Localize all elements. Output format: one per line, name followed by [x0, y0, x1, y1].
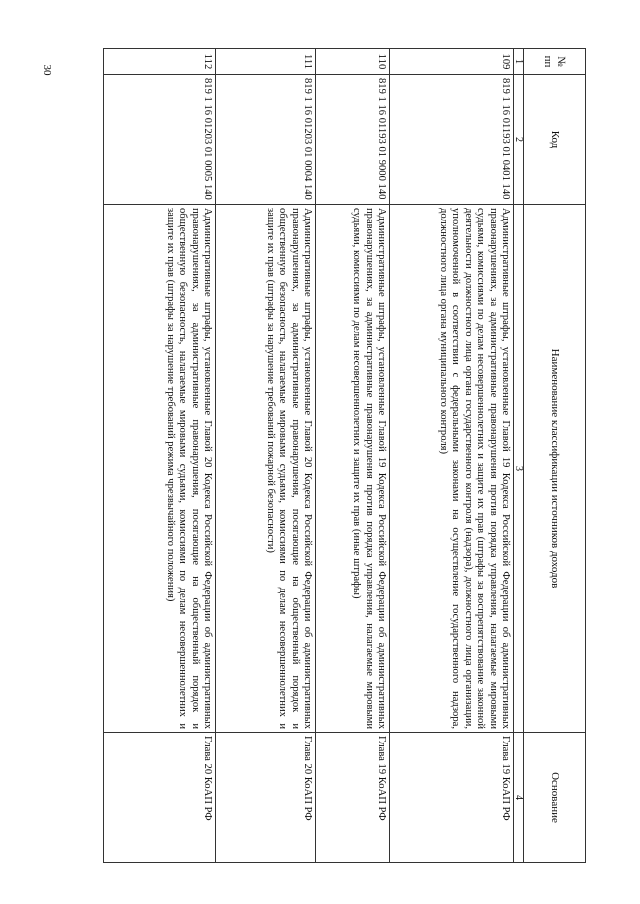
row-num: 109 [390, 49, 514, 75]
column-number: 1 [514, 49, 524, 75]
row-name: Административные штрафы, установленные Главой 20 Кодекса Российской Федерации об административных правонарушениях, за административные правонарушения, посягающие на общественный порядок и общественную безопасность, налагаемые мировыми судьями, комиссиями по делам несовершеннолетних и защите их прав (штрафы за нарушение требований пожарной безопасности) [216, 205, 316, 733]
row-basis: Глава 20 КоАП РФ [104, 733, 216, 863]
row-basis: Глава 19 КоАП РФ [390, 733, 514, 863]
row-num: 111 [216, 49, 316, 75]
column-number: 3 [514, 205, 524, 733]
row-name: Административные штрафы, установленные Главой 20 Кодекса Российской Федерации об административных правонарушениях, за административные правонарушения, посягающие на общественный порядок и общественную безопасность, налагаемые мировыми судьями, комиссиями по делам несовершеннолетних и защите их прав (штрафы за нарушение требований режима чрезвычайного положения) [104, 205, 216, 733]
table-header-row [524, 49, 586, 863]
row-basis: Глава 20 КоАП РФ [216, 733, 316, 863]
header-basis: Основание [524, 733, 586, 863]
row-name: Административные штрафы, установленные Главой 19 Кодекса Российской Федерации об административных правонарушениях, за административные правонарушения против порядка управления, налагаемые мировыми судьями, комиссиями по делам несовершеннолетних и защите их прав (иные штрафы) [316, 205, 390, 733]
column-number-row [514, 49, 524, 863]
table-row [216, 49, 316, 863]
row-name: Административные штрафы, установленные Главой 19 Кодекса Российской Федерации об административных правонарушениях, за административные правонарушения против порядка управления, налагаемые мировыми судьями, комиссиями по делам несовершеннолетних и защите их прав (штрафы за воспрепятствование законной деятельности должностного лица органа государственного контроля (надзора), должностного лица организации, уполномоченной в соответствии с федеральными законами на осуществление государственного надзора, должностного лица органа муниципального контроля) [390, 205, 514, 733]
table-row [316, 49, 390, 863]
row-basis: Глава 19 КоАП РФ [316, 733, 390, 863]
header-num: № пп [524, 49, 586, 75]
column-number: 4 [514, 733, 524, 863]
row-num: 110 [316, 49, 390, 75]
rotated-page-content [100, 48, 586, 862]
revenue-classification-table [103, 48, 586, 863]
header-name: Наименование классификации источников доходов [524, 205, 586, 733]
row-num: 112 [104, 49, 216, 75]
header-code: Код [524, 75, 586, 205]
row-code: 819 1 16 01193 01 9000 140 [316, 75, 390, 205]
column-number: 2 [514, 75, 524, 205]
row-code: 819 1 16 01203 01 0004 140 [216, 75, 316, 205]
table-row [104, 49, 216, 863]
row-code: 819 1 16 01203 01 0005 140 [104, 75, 216, 205]
row-code: 819 1 16 01193 01 0401 140 [390, 75, 514, 205]
page-number: 30 [41, 64, 53, 76]
table-row [390, 49, 514, 863]
